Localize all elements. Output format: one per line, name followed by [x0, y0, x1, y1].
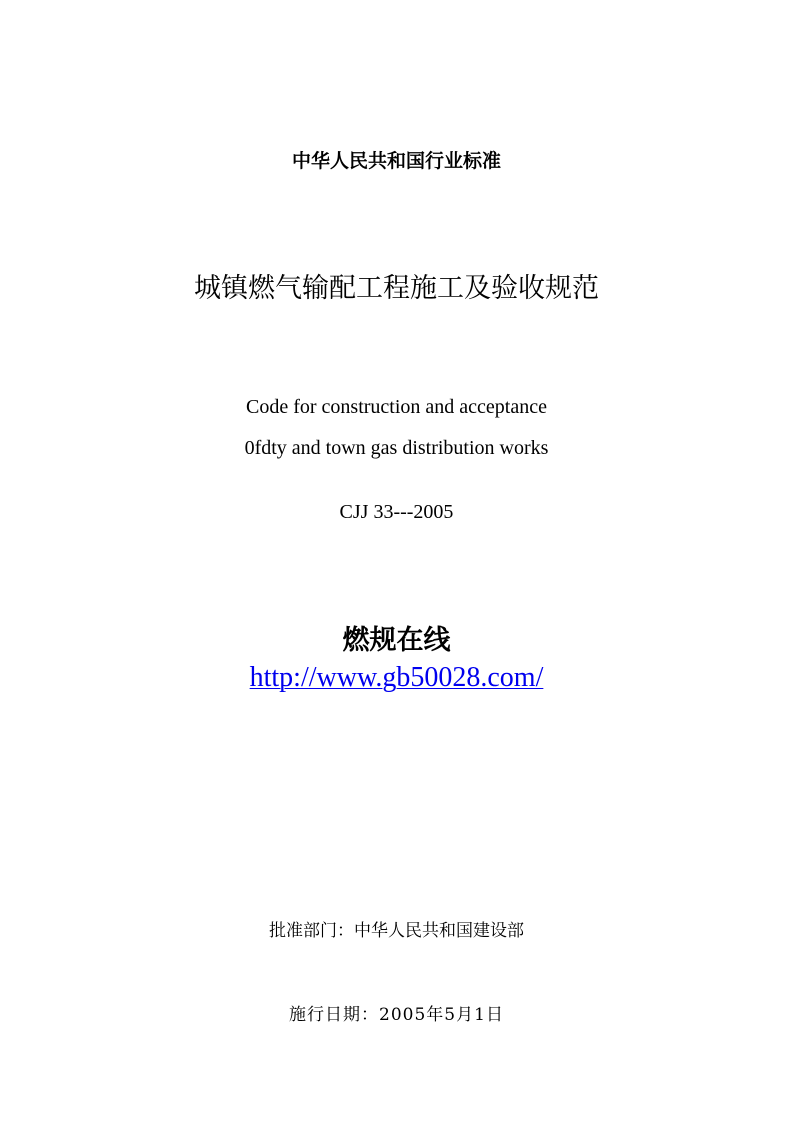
standard-category-heading: 中华人民共和国行业标准 — [291, 150, 501, 172]
document-title-english-line1: Code for construction and acceptance — [246, 396, 547, 418]
document-title-chinese: 城镇燃气输配工程施工及验收规范 — [194, 273, 599, 304]
standard-code: CJJ 33---2005 — [339, 501, 454, 523]
document-title-english-line2: 0fdty and town gas distribution works — [244, 437, 549, 459]
approval-department: 批准部门：中华人民共和国建设部 — [269, 921, 524, 941]
site-url-container — [0, 662, 793, 694]
effective-date: 施行日期：2005年5月1日 — [289, 1005, 504, 1025]
site-url-link[interactable]: http://www.gb50028.com/ — [249, 662, 544, 693]
site-name: 燃规在线 — [342, 625, 451, 656]
